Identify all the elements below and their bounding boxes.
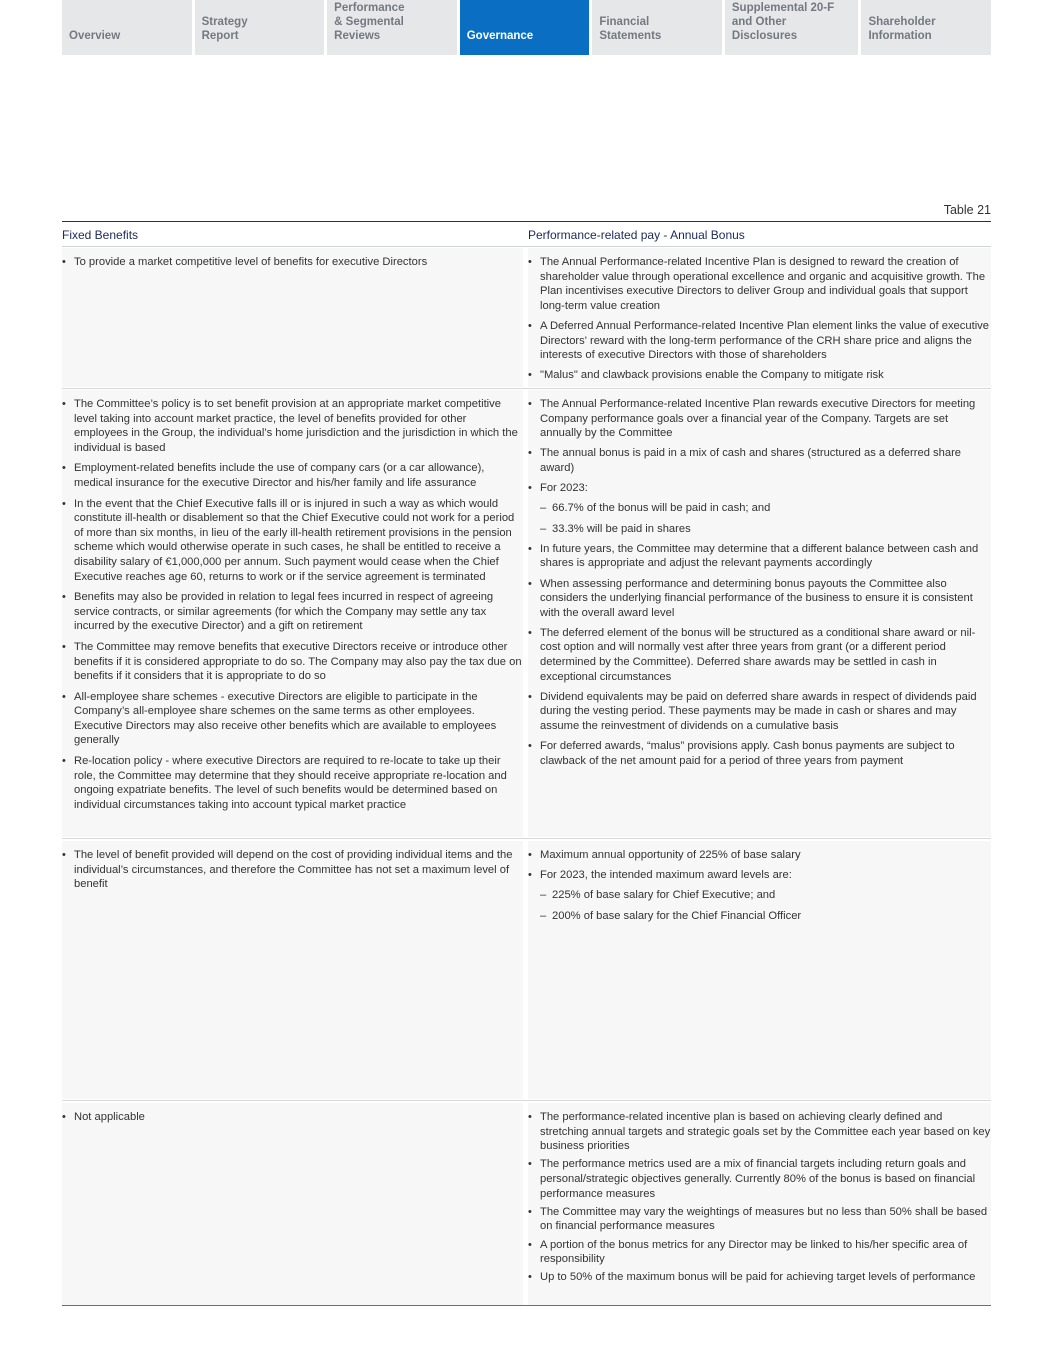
- header-divider: [62, 246, 991, 247]
- list-item: • For 2023:: [528, 481, 991, 496]
- tab-label: Overview: [69, 30, 121, 42]
- bullet-list: [62, 397, 523, 812]
- tab-supplemental-20f[interactable]: [725, 0, 859, 55]
- section-nav: [62, 0, 991, 55]
- tab-strategy-report[interactable]: [195, 0, 325, 55]
- column-header-fixed-benefits: Fixed Benefits: [62, 228, 139, 242]
- list-item: • "Malus" and clawback provisions enable the Company to mitigate risk: [528, 368, 991, 383]
- table-row-maximum: [62, 841, 991, 1099]
- list-item: • The Committee may remove benefits that executive Directors receive or introduce other benefits if it is considered appropriate to do so. The Company may also pay the tax due on benefits if it considers that it is appropriate to do so: [62, 640, 523, 684]
- list-item: • For deferred awards, “malus” provisions apply. Cash bonus payments are subject to clawback of the net amount paid for a period of three years from payment: [528, 739, 991, 768]
- tab-label: Strategy Report: [201, 16, 248, 42]
- annual-bonus-cell: [528, 1103, 991, 1305]
- tab-label: Supplemental 20-F and Other Disclosures: [731, 2, 835, 42]
- row-divider: [62, 1100, 991, 1101]
- list-item: • For 2023, the intended maximum award levels are:: [528, 868, 991, 883]
- list-item: • The Committee’s policy is to set benefit provision at an appropriate market competitive level taking into account market practice, the level of benefits provided for other employees in the Group, the individual’s home jurisdiction and the jurisdiction in which the individual is based: [62, 397, 523, 455]
- fixed-benefits-cell: [62, 390, 523, 837]
- table-row-purpose: [62, 248, 991, 387]
- column-header-annual-bonus: Performance-related pay - Annual Bonus: [528, 228, 745, 242]
- fixed-benefits-cell: [62, 1103, 523, 1305]
- list-item: • The performance metrics used are a mix of financial targets including return goals and personal/strategic objectives generally. Currently 80% of the bonus is based on financial performance measures: [528, 1157, 991, 1201]
- bullet-list: [528, 397, 991, 768]
- fixed-benefits-cell: [62, 248, 523, 387]
- bullet-list: [528, 255, 991, 383]
- bullet-list: [528, 1110, 991, 1285]
- list-item: • All-employee share schemes - executive Directors are eligible to participate in the Company’s all-employee share schemes on the same terms as other employees. Executive Directors may also receive other benefits which are available to employees generally: [62, 690, 523, 748]
- tab-financial-statements[interactable]: [592, 0, 722, 55]
- list-item: • The annual bonus is paid in a mix of cash and shares (structured as a deferred share award): [528, 446, 991, 475]
- list-item: • The Annual Performance-related Incentive Plan is designed to reward the creation of shareholder value through operational excellence and organic and acquisitive growth. The Plan incentivises executive Directors to deliver Group and individual goals that support long-term value creation: [528, 255, 991, 313]
- tab-label: Governance: [466, 30, 534, 42]
- annual-bonus-cell: [528, 841, 991, 1099]
- sub-list-item: – 33.3% will be paid in shares: [528, 522, 991, 537]
- row-divider: [62, 838, 991, 839]
- list-item: • In future years, the Committee may determine that a different balance between cash and shares is appropriate and adjust the relevant payments accordingly: [528, 542, 991, 571]
- list-item: • A Deferred Annual Performance-related Incentive Plan element links the value of executive Directors' reward with the long-term performance of the CRH share price and aligns the interests of executive Directors with those of shareholders: [528, 319, 991, 363]
- row-divider: [62, 388, 991, 389]
- fixed-benefits-cell: [62, 841, 523, 1099]
- table-bottom-rule: [62, 1305, 991, 1306]
- list-item: • The level of benefit provided will depend on the cost of providing individual items and the individual’s circumstances, and therefore the Committee has not set a maximum level of benefit: [62, 848, 523, 892]
- bullet-list: [62, 1110, 523, 1125]
- sub-list-item: – 225% of base salary for Chief Executive; and: [528, 888, 991, 903]
- list-item: • When assessing performance and determining bonus payouts the Committee also considers the underlying financial performance of the business to ensure it is consistent with the overall award level: [528, 577, 991, 621]
- list-item: • Not applicable: [62, 1110, 523, 1125]
- table-row-performance: [62, 1103, 991, 1305]
- tab-shareholder-information[interactable]: [861, 0, 991, 55]
- list-item: • The deferred element of the bonus will be structured as a conditional share award or nil-cost option and will normally vest after three years from grant (or a different period determined by the Committee). Deferred share awards may be settled in cash in exceptional circumstances: [528, 626, 991, 684]
- list-item: • To provide a market competitive level of benefits for executive Directors: [62, 255, 523, 270]
- list-item: • Re-location policy - where executive Directors are required to re-locate to take up their role, the Committee may determine that they should receive appropriate re-location and ongoing expatriate benefits. The level of such benefits would be determined based on individual circumstances taking into account typical market practice: [62, 754, 523, 812]
- tab-label: Performance & Segmental Reviews: [334, 2, 405, 42]
- tab-label: Shareholder Information: [868, 16, 936, 42]
- list-item: • Dividend equivalents may be paid on deferred share awards in respect of dividends paid during the vesting period. These payments may be made in cash or shares and may assume the reinvestment of dividends on a cumulative basis: [528, 690, 991, 734]
- bullet-list: [62, 255, 523, 270]
- header-rule: [62, 221, 991, 222]
- sub-list-item: – 66.7% of the bonus will be paid in cash; and: [528, 501, 991, 516]
- sub-list-item: – 200% of base salary for the Chief Financial Officer: [528, 909, 991, 924]
- annual-bonus-cell: [528, 390, 991, 837]
- list-item: • The Annual Performance-related Incentive Plan rewards executive Directors for meeting Company performance goals over a financial year of the Company. Targets are set annually by the Committee: [528, 397, 991, 441]
- tab-governance[interactable]: [460, 0, 590, 55]
- list-item: • Employment-related benefits include the use of company cars (or a car allowance), medical insurance for the executive Director and his/her family and life assurance: [62, 461, 523, 490]
- list-item: • The Committee may vary the weightings of measures but no less than 50% shall be based on financial performance measures: [528, 1205, 991, 1234]
- list-item: • A portion of the bonus metrics for any Director may be linked to his/her specific area of responsibility: [528, 1238, 991, 1267]
- tab-label: Financial Statements: [599, 16, 662, 42]
- list-item: • Up to 50% of the maximum bonus will be paid for achieving target levels of performance: [528, 1270, 991, 1285]
- table-row-operation: [62, 390, 991, 837]
- list-item: • The performance-related incentive plan is based on achieving clearly defined and stretching annual targets and strategic goals set by the Committee each year based on key business priorities: [528, 1110, 991, 1154]
- list-item: • Benefits may also be provided in relation to legal fees incurred in respect of agreeing service contracts, or similar agreements (for which the Company may settle any tax incurred by the executive Director) and a gift on retirement: [62, 590, 523, 634]
- tab-business-performance[interactable]: [327, 0, 457, 55]
- list-item: • Maximum annual opportunity of 225% of base salary: [528, 848, 991, 863]
- table-number: Table 21: [943, 203, 991, 217]
- tab-overview[interactable]: [62, 0, 192, 55]
- bullet-list: [62, 848, 523, 892]
- annual-bonus-cell: [528, 248, 991, 387]
- bullet-list: [528, 848, 991, 923]
- list-item: • In the event that the Chief Executive falls ill or is injured in such a way as which would constitute ill-health or disablement so that the Chief Executive could not work for a period of more than six months, in lieu of the early ill-health retirement provisions in the pension scheme which would otherwise operate in such cases, he shall be entitled to receive a disability salary of €1,000,000 per annum. Such payment would cease when the Chief Executive reaches age 60, returns to work or if the service agreement is terminated: [62, 497, 523, 585]
